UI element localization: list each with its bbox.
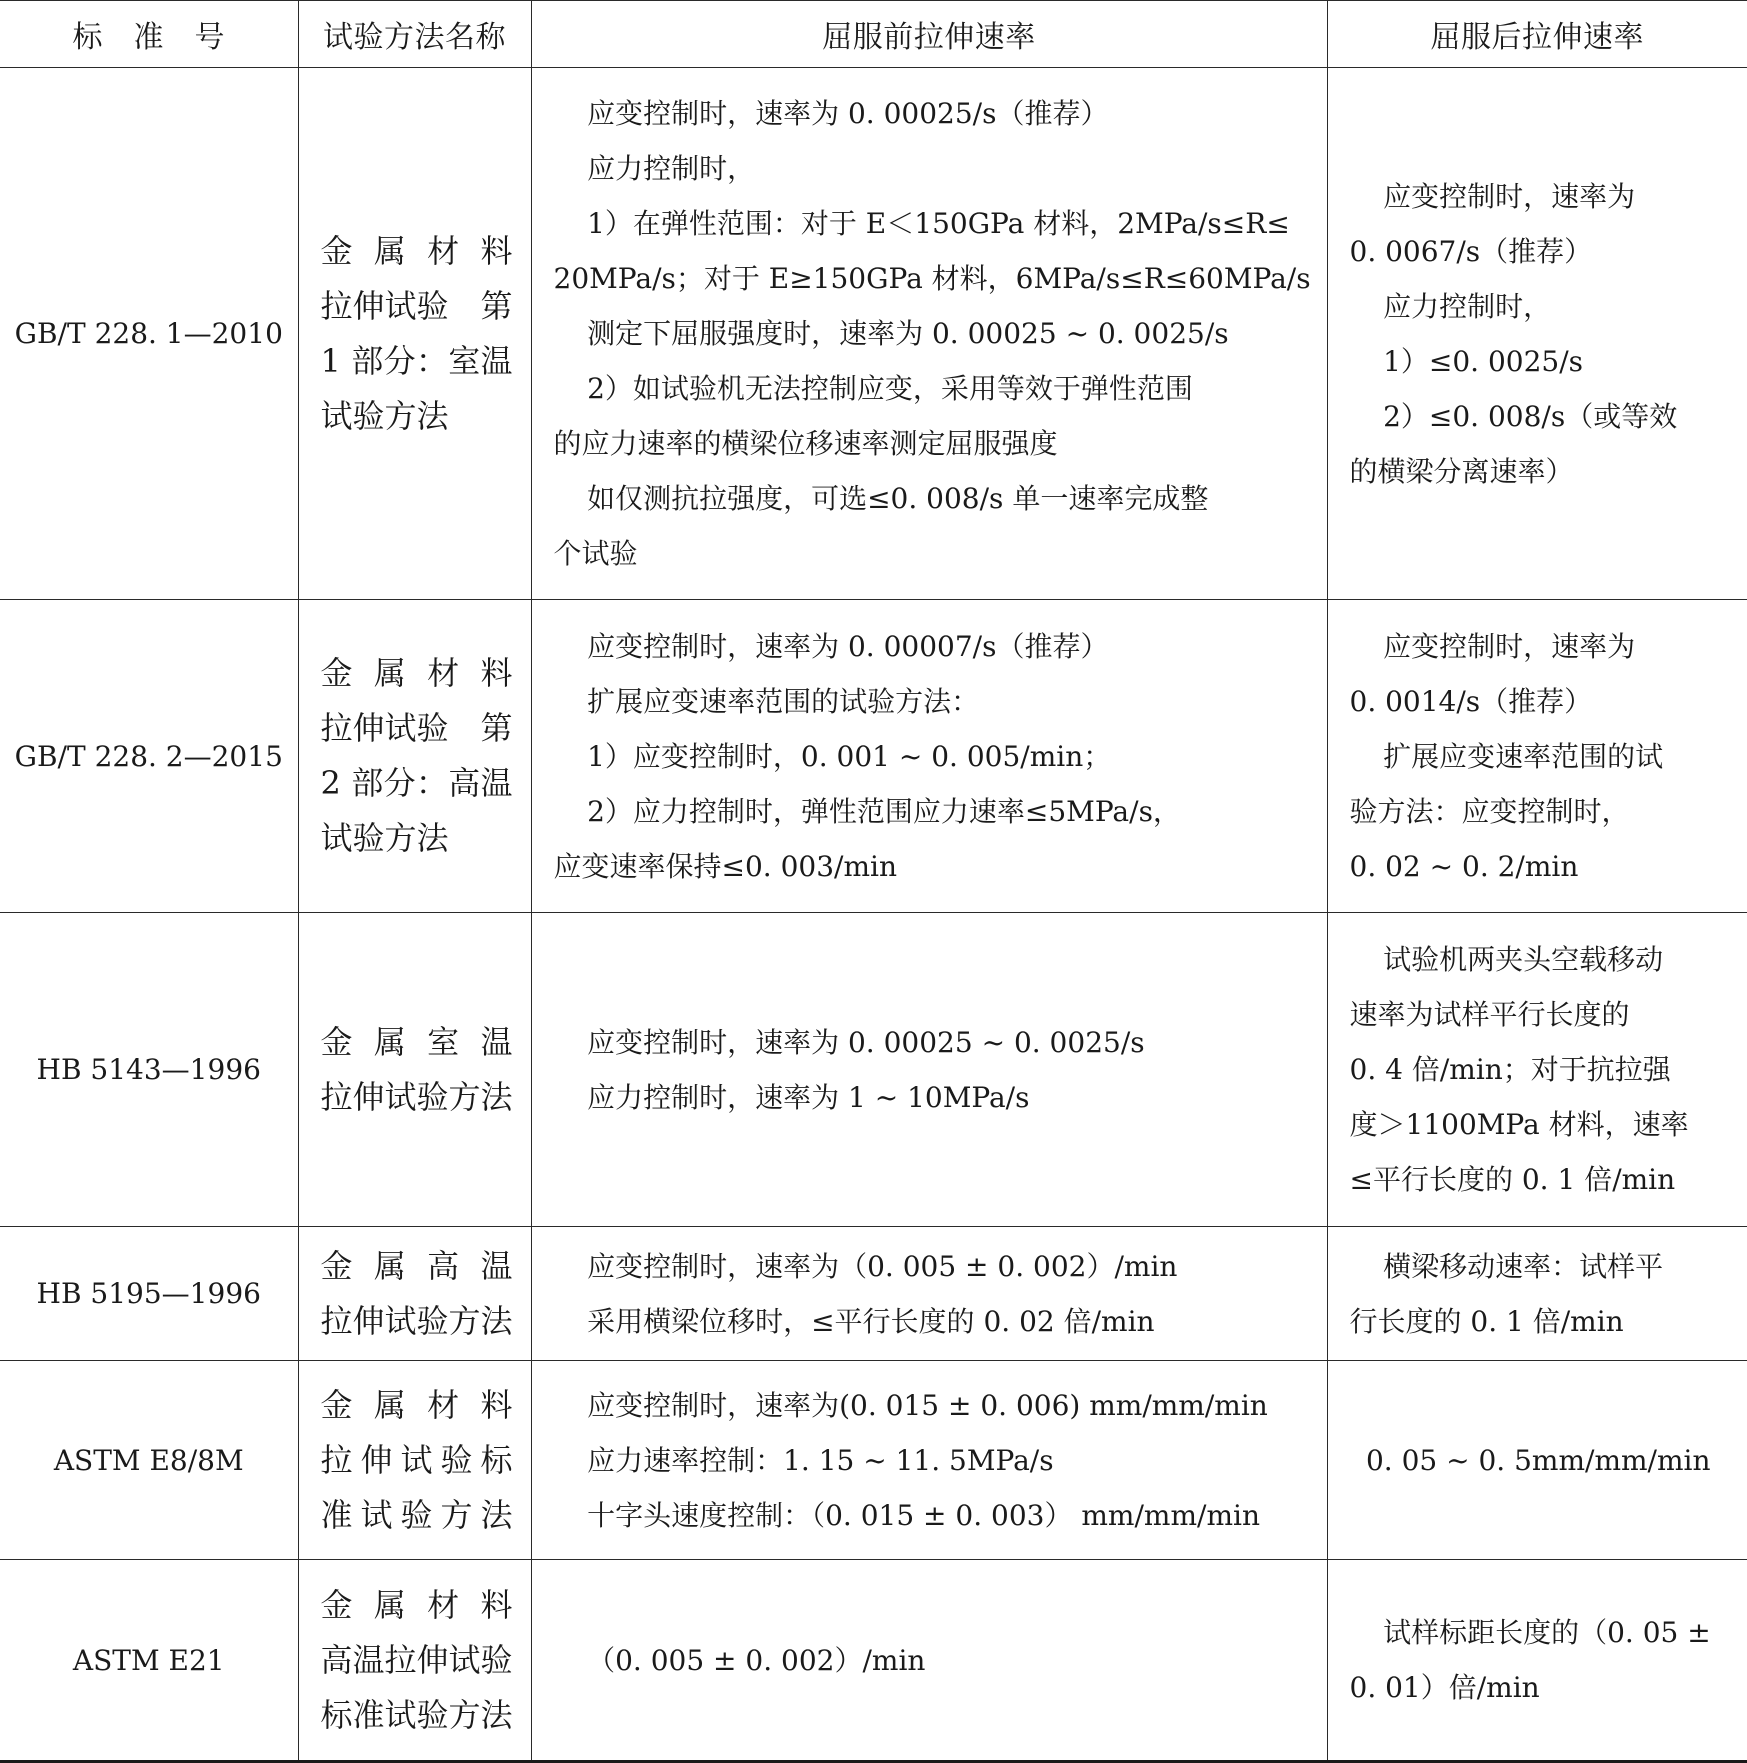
method-name-line: 金属高温 bbox=[320, 1246, 513, 1285]
post-yield-line: ≤平行长度的 0. 1 倍/min bbox=[1349, 1163, 1676, 1196]
method-name-line: 金属材料 bbox=[320, 231, 513, 270]
method-name-cell bbox=[298, 600, 531, 913]
pre-yield-line: 1）在弹性范围：对于 E＜150GPa 材料，2MPa/s≤R≤ bbox=[587, 207, 1290, 240]
header-pre-yield: 屈服前拉伸速率 bbox=[531, 1, 1327, 68]
method-name-line: 金属材料 bbox=[320, 1585, 513, 1624]
pre-yield-cell bbox=[531, 600, 1327, 913]
post-yield-line: 验方法：应变控制时， bbox=[1349, 794, 1630, 828]
pre-yield-line: 的应力速率的横梁位移速率测定屈服强度 bbox=[553, 427, 1058, 460]
header-row bbox=[0, 1, 1747, 68]
pre-yield-line: 采用横梁位移时，≤平行长度的 0. 02 倍/min bbox=[587, 1304, 1155, 1338]
method-name-line: 金属材料 bbox=[320, 654, 513, 692]
pre-yield-line: （0. 005 ± 0. 002）/min bbox=[587, 1643, 926, 1677]
post-yield-line: 度＞1100MPa 材料，速率 bbox=[1349, 1108, 1689, 1141]
method-name-line: 金属材料 bbox=[320, 1385, 513, 1424]
post-yield-line: 0. 05 ~ 0. 5mm/mm/min bbox=[1365, 1443, 1711, 1477]
pre-yield-line: 个试验 bbox=[553, 537, 638, 570]
header-post-yield: 屈服后拉伸速率 bbox=[1327, 1, 1747, 68]
method-name-cell bbox=[298, 913, 531, 1227]
post-yield-line: 横梁移动速率：试样平 bbox=[1383, 1249, 1664, 1283]
standard-cell: ASTM E21 bbox=[0, 1560, 298, 1762]
post-yield-line: 应变控制时，速率为 bbox=[1383, 179, 1636, 213]
post-yield-line: 0. 0067/s（推荐） bbox=[1349, 234, 1593, 268]
pre-yield-line: 应力控制时，速率为 1 ~ 10MPa/s bbox=[587, 1080, 1030, 1114]
post-yield-line: 0. 01）倍/min bbox=[1349, 1671, 1540, 1704]
post-yield-line: 应变控制时，速率为 bbox=[1383, 629, 1636, 663]
pre-yield-line: 应变控制时，速率为(0. 015 ± 0. 006) mm/mm/min bbox=[587, 1388, 1268, 1422]
post-yield-line: 扩展应变速率范围的试 bbox=[1383, 739, 1664, 773]
header-method-name: 试验方法名称 bbox=[298, 1, 531, 68]
pre-yield-cell bbox=[531, 913, 1327, 1227]
method-name-line: 拉伸试验方法 bbox=[320, 1301, 513, 1340]
table-row bbox=[0, 1560, 1747, 1762]
pre-yield-cell bbox=[531, 1560, 1327, 1762]
table-row bbox=[0, 600, 1747, 913]
method-name-line: 高温拉伸试验 bbox=[320, 1640, 513, 1679]
post-yield-line: 应力控制时， bbox=[1383, 289, 1552, 323]
post-yield-line: 0. 0014/s（推荐） bbox=[1349, 684, 1593, 718]
method-name-line: 拉伸试验标 bbox=[320, 1440, 513, 1479]
method-name-line: 2 部分：高温 bbox=[320, 764, 513, 802]
pre-yield-line: 应变控制时，速率为 0. 00025 ~ 0. 0025/s bbox=[587, 1025, 1145, 1059]
method-name-line: 拉伸试验 第 bbox=[320, 709, 513, 747]
method-name-line: 准试验方法 bbox=[320, 1495, 513, 1534]
pre-yield-cell bbox=[531, 1361, 1327, 1560]
method-name-cell bbox=[298, 68, 531, 600]
post-yield-cell bbox=[1327, 1227, 1747, 1361]
pre-yield-line: 2）应力控制时，弹性范围应力速率≤5MPa/s， bbox=[587, 794, 1181, 828]
table-row bbox=[0, 1361, 1747, 1560]
post-yield-line: 2）≤0. 008/s（或等效 bbox=[1383, 399, 1678, 433]
method-name-line: 金属室温 bbox=[320, 1022, 513, 1061]
pre-yield-line: 应变控制时，速率为 0. 00007/s（推荐） bbox=[587, 629, 1109, 663]
post-yield-line: 行长度的 0. 1 倍/min bbox=[1349, 1304, 1624, 1338]
standard-cell: HB 5195—1996 bbox=[0, 1227, 298, 1361]
pre-yield-line: 应变速率保持≤0. 003/min bbox=[553, 849, 897, 883]
standard-cell: GB/T 228. 2—2015 bbox=[0, 600, 298, 913]
table-row bbox=[0, 913, 1747, 1227]
pre-yield-line: 2）如试验机无法控制应变，采用等效于弹性范围 bbox=[587, 372, 1193, 405]
pre-yield-cell bbox=[531, 1227, 1327, 1361]
pre-yield-line: 如仅测抗拉强度，可选≤0. 008/s 单一速率完成整 bbox=[587, 482, 1209, 515]
post-yield-line: 试验机两夹头空载移动 bbox=[1383, 943, 1664, 976]
standard-cell: ASTM E8/8M bbox=[0, 1361, 298, 1560]
post-yield-line: 试样标距长度的（0. 05 ± bbox=[1383, 1616, 1711, 1649]
table-row bbox=[0, 68, 1747, 600]
pre-yield-line: 应变控制时，速率为 0. 00025/s（推荐） bbox=[587, 97, 1109, 130]
header-standard: 标 准 号 bbox=[0, 1, 298, 68]
method-name-line: 试验方法 bbox=[320, 819, 449, 857]
pre-yield-line: 应变控制时，速率为（0. 005 ± 0. 002）/min bbox=[587, 1249, 1178, 1283]
pre-yield-line: 应力速率控制：1. 15 ~ 11. 5MPa/s bbox=[587, 1443, 1054, 1477]
method-name-line: 试验方法 bbox=[320, 396, 449, 435]
method-name-line: 标准试验方法 bbox=[320, 1695, 513, 1734]
standard-cell: GB/T 228. 1—2010 bbox=[0, 68, 298, 600]
pre-yield-line: 十字头速度控制：（0. 015 ± 0. 003） mm/mm/min bbox=[587, 1498, 1260, 1532]
post-yield-line: 速率为试样平行长度的 bbox=[1349, 998, 1630, 1031]
pre-yield-line: 扩展应变速率范围的试验方法： bbox=[587, 684, 980, 718]
post-yield-cell bbox=[1327, 1560, 1747, 1762]
method-name-cell bbox=[298, 1227, 531, 1361]
post-yield-cell bbox=[1327, 68, 1747, 600]
pre-yield-line: 测定下屈服强度时，速率为 0. 00025 ~ 0. 0025/s bbox=[587, 317, 1229, 350]
pre-yield-line: 1）应变控制时，0. 001 ~ 0. 005/min； bbox=[587, 739, 1112, 773]
post-yield-cell bbox=[1327, 1361, 1747, 1560]
pre-yield-line: 应力控制时， bbox=[587, 152, 756, 185]
method-name-cell bbox=[298, 1361, 531, 1560]
table-row bbox=[0, 1227, 1747, 1361]
post-yield-line: 0. 4 倍/min；对于抗拉强 bbox=[1349, 1053, 1671, 1086]
post-yield-line: 0. 02 ~ 0. 2/min bbox=[1349, 849, 1579, 883]
post-yield-line: 1）≤0. 0025/s bbox=[1383, 344, 1584, 378]
method-name-line: 1 部分：室温 bbox=[320, 341, 513, 380]
standard-cell: HB 5143—1996 bbox=[0, 913, 298, 1227]
post-yield-cell bbox=[1327, 913, 1747, 1227]
method-name-cell bbox=[298, 1560, 531, 1762]
post-yield-line: 的横梁分离速率） bbox=[1349, 454, 1574, 488]
post-yield-cell bbox=[1327, 600, 1747, 913]
method-name-line: 拉伸试验 第 bbox=[320, 286, 513, 325]
method-name-line: 拉伸试验方法 bbox=[320, 1077, 513, 1116]
pre-yield-cell bbox=[531, 68, 1327, 600]
pre-yield-line: 20MPa/s；对于 E≥150GPa 材料，6MPa/s≤R≤60MPa/s bbox=[553, 262, 1311, 295]
